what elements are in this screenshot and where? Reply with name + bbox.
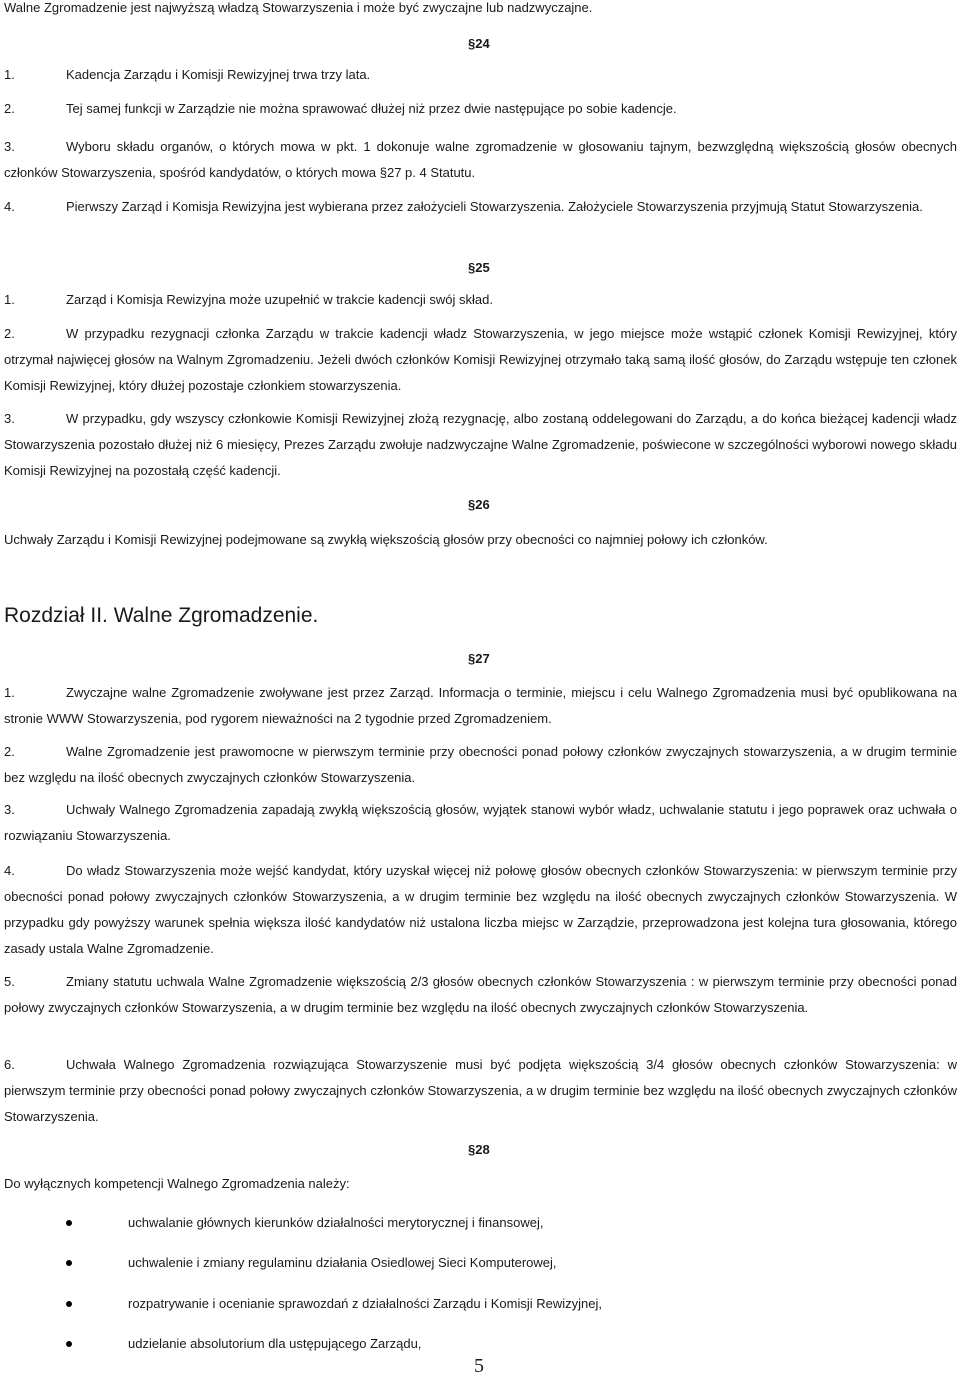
section-25-title: §25: [468, 260, 490, 275]
s28-bullet-3: rozpatrywanie i ocenianie sprawozdań z działalności Zarządu i Komisji Rewizyjnej,: [128, 1296, 602, 1311]
bullet-icon: [66, 1220, 72, 1226]
page-number: 5: [474, 1355, 484, 1377]
s27-item-6: [4, 1052, 957, 1130]
item-text: Uchwała Walnego Zgromadzenia rozwiązująca Stowarzyszenie musi być podjęta większością 3/4 głosów obecnych członków Stowarzyszenia: w pierwszym terminie przy obecności ponad połowy zwyczajnych członków Stowarzyszenia, a w drugim terminie bez względu na ilość obecnych zwyczajnych członków Stowarzyszenia.: [4, 1057, 957, 1124]
s27-item-4: [4, 858, 957, 962]
item-text: Uchwały Walnego Zgromadzenia zapadają zwykłą większością głosów, wyjątek stanowi wybór władz, uchwalanie statutu i jego poprawek oraz uchwała o rozwiązaniu Stowarzyszenia.: [4, 802, 957, 843]
s27-item-2: [4, 739, 957, 791]
item-number: 1.: [4, 685, 15, 700]
item-text: Tej samej funkcji w Zarządzie nie można sprawować dłużej niż przez dwie następujące po sobie kadencje.: [66, 101, 677, 116]
s24-item-2: [4, 96, 957, 122]
s24-item-4: [4, 194, 957, 220]
item-text: Wyboru składu organów, o których mowa w pkt. 1 dokonuje walne zgromadzenie w głosowaniu tajnym, bezwzględną większością głosów obecnych członków Stowarzyszenia, spośród kandydatów, o których mowa §27 p. 4 Statutu.: [4, 139, 957, 180]
item-number: 2.: [4, 744, 15, 759]
item-text: W przypadku, gdy wszyscy członkowie Komisji Rewizyjnej złożą rezygnację, albo zostaną oddelegowani do Zarządu, a do końca bieżącej kadencji władz Stowarzyszenia pozostało dłużej niż 6 miesięcy, Prezes Zarządu zwołuje nadzwyczajne Walne Zgromadzenie, poświecone w szczególności wyborowi nowego składu Komisji Rewizyjnej na pozostałą część kadencji.: [4, 411, 957, 478]
s26-text: Uchwały Zarządu i Komisji Rewizyjnej podejmowane są zwykłą większością głosów przy obecności co najmniej połowy ich członków.: [4, 532, 768, 547]
s27-item-1: [4, 680, 957, 732]
bullet-icon: [66, 1260, 72, 1266]
item-number: 3.: [4, 139, 15, 154]
item-text: Zwyczajne walne Zgromadzenie zwoływane jest przez Zarząd. Informacja o terminie, miejscu i celu Walnego Zgromadzenia musi być opublikowana na stronie WWW Stowarzyszenia, pod rygorem nieważności na 2 tygodnie przed Zgromadzeniem.: [4, 685, 957, 726]
item-number: 4.: [4, 199, 15, 214]
s27-item-5: [4, 969, 957, 1021]
s27-item-3: [4, 797, 957, 849]
item-number: 6.: [4, 1057, 15, 1072]
s25-item-2: [4, 321, 957, 399]
item-text: Zarząd i Komisja Rewizyjna może uzupełnić w trakcie kadencji swój skład.: [66, 292, 494, 307]
section-24-title: §24: [468, 36, 490, 51]
s28-bullet-1: uchwalanie głównych kierunków działalności merytorycznej i finansowej,: [128, 1215, 544, 1230]
s24-item-1: [4, 62, 957, 88]
section-28-title: §28: [468, 1142, 490, 1157]
chapter-heading: Rozdział II. Walne Zgromadzenie.: [4, 604, 319, 627]
item-text: Walne Zgromadzenie jest prawomocne w pierwszym terminie przy obecności ponad połowy członków zwyczajnych stowarzyszenia, a w drugim terminie bez względu na ilość obecnych zwyczajnych członków Stowarzyszenia.: [4, 744, 957, 785]
s28-intro: Do wyłącznych kompetencji Walnego Zgromadzenia należy:: [4, 1176, 350, 1191]
item-text: Kadencja Zarządu i Komisji Rewizyjnej trwa trzy lata.: [66, 67, 371, 82]
s25-item-1: [4, 287, 957, 313]
section-26-title: §26: [468, 497, 490, 512]
item-number: 5.: [4, 974, 15, 989]
intro-line: Walne Zgromadzenie jest najwyższą władzą Stowarzyszenia i może być zwyczajne lub nadzwyczajne.: [4, 0, 593, 15]
s25-item-3: [4, 406, 957, 484]
item-number: 2.: [4, 326, 15, 341]
item-number: 1.: [4, 67, 15, 82]
bullet-icon: [66, 1341, 72, 1347]
item-number: 3.: [4, 411, 15, 426]
item-text: Zmiany statutu uchwala Walne Zgromadzenie większością 2/3 głosów obecnych członków Stowarzyszenia : w pierwszym terminie przy obecności ponad połowy zwyczajnych członków Stowarzyszenia, a w drugim terminie bez względu na ilość obecnych zwyczajnych członków Stowarzyszenia.: [4, 974, 957, 1015]
s28-bullet-2: uchwalenie i zmiany regulaminu działania Osiedlowej Sieci Komputerowej,: [128, 1255, 557, 1270]
bullet-icon: [66, 1301, 72, 1307]
s24-item-3: [4, 134, 957, 186]
item-number: 4.: [4, 863, 15, 878]
item-number: 3.: [4, 802, 15, 817]
item-text: Pierwszy Zarząd i Komisja Rewizyjna jest wybierana przez założycieli Stowarzyszenia. Założyciele Stowarzyszenia przyjmują Statut Stowarzyszenia.: [66, 199, 923, 214]
s28-bullet-4: udzielanie absolutorium dla ustępującego Zarządu,: [128, 1336, 422, 1351]
item-text: Do władz Stowarzyszenia może wejść kandydat, który uzyskał więcej niż połowę głosów obecnych członków Stowarzyszenia: w pierwszym terminie przy obecności ponad połowy zwyczajnych członków Stowarzyszenia, a w drugim terminie bez względu na ilość obecnych zwyczajnych członków Stowarzyszenia. W przypadku gdy powyższy warunek spełnia większa ilość kandydatów niż ustalona liczba miejsc w Zarządzie, przeprowadzona jest kolejna tura głosowania, którego zasady ustala Walne Zgromadzenie.: [4, 863, 957, 956]
item-text: W przypadku rezygnacji członka Zarządu w trakcie kadencji władz Stowarzyszenia, w jego miejsce może wstąpić członek Komisji Rewizyjnej, który otrzymał najwięcej głosów na Walnym Zgromadzeniu. Jeżeli dwóch członków Komisji Rewizyjnej otrzymało taką samą ilość głosów, do Zarządu wstępuje ten członek Komisji Rewizyjnej, który dłużej pozostaje członkiem stowarzyszenia.: [4, 326, 957, 393]
section-27-title: §27: [468, 651, 490, 666]
item-number: 1.: [4, 292, 15, 307]
item-number: 2.: [4, 101, 15, 116]
